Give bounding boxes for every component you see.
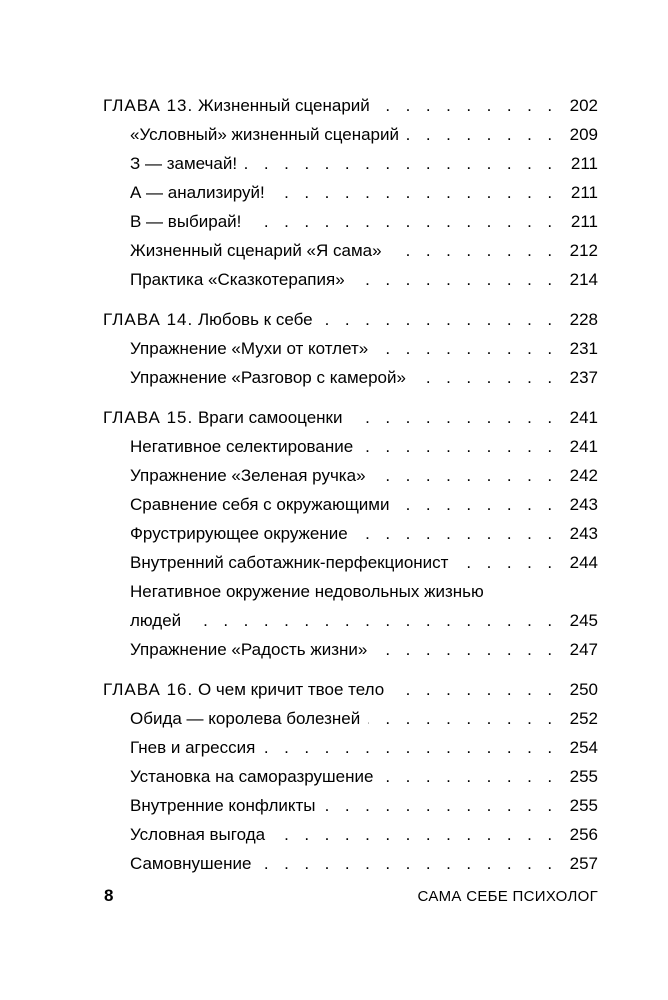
page-number: 255 — [564, 788, 598, 817]
item-title: Сравнение себя с окружающими — [130, 495, 390, 514]
dot-leader — [273, 182, 598, 204]
page-number: 245 — [564, 603, 598, 632]
page-number: 243 — [564, 487, 598, 516]
page-number: 228 — [564, 302, 598, 331]
toc-item — [0, 516, 668, 545]
toc-item — [0, 429, 668, 458]
dot-leader — [356, 523, 598, 545]
toc-item — [0, 788, 668, 817]
chapter-name: Враги самооценки — [197, 408, 343, 427]
item-title: людей — [130, 611, 182, 630]
page-number: 247 — [564, 632, 598, 661]
chapter-label: ГЛАВА 15. — [103, 408, 194, 427]
item-title: «Условный» жизненный сценарий — [130, 125, 400, 144]
item-title: Упражнение «Мухи от котлет» — [130, 339, 369, 358]
toc-item — [0, 233, 668, 262]
page-number: 211 — [565, 204, 598, 233]
item-title-line-1: Негативное окружение недовольных жизнью — [130, 582, 484, 601]
toc-chapter-15 — [0, 400, 668, 429]
chapter-title — [103, 679, 392, 701]
item-title: Жизненный сценарий «Я сама» — [130, 241, 382, 260]
dot-leader — [321, 309, 598, 331]
toc-item — [0, 846, 668, 875]
chapter-name: Любовь к себе — [197, 310, 313, 329]
item-title: Фрустрирующее окружение — [130, 524, 348, 543]
item-title: А — анализируй! — [130, 183, 265, 202]
item-title: Гнев и агрессия — [130, 738, 256, 757]
chapter-label: ГЛАВА 14. — [103, 310, 194, 329]
item-title: Упражнение «Разговор с камерой» — [130, 368, 406, 387]
dot-leader — [249, 211, 598, 233]
item-title: Установка на саморазрушение — [130, 767, 374, 786]
dot-leader — [189, 610, 598, 632]
toc-item — [0, 817, 668, 846]
item-title: Упражнение «Зеленая ручка» — [130, 466, 366, 485]
chapter-title — [103, 95, 378, 117]
toc-item — [0, 262, 668, 291]
toc-item — [0, 603, 668, 632]
chapter-name: О чем кричит твое тело — [197, 680, 385, 699]
page-number: 255 — [564, 759, 598, 788]
chapter-name: Жизненный сценарий — [197, 96, 370, 115]
dot-leader — [353, 269, 598, 291]
dot-leader — [245, 153, 598, 175]
item-title: Обида — королева болезней — [130, 709, 361, 728]
chapter-label: ГЛАВА 13. — [103, 96, 194, 115]
item-title: Внутренний саботажник-перфекционист — [130, 553, 449, 572]
dot-leader — [324, 795, 598, 817]
toc-item — [0, 701, 668, 730]
page-number: 254 — [564, 730, 598, 759]
item-title: Самовнушение — [130, 854, 252, 873]
toc-chapter-14 — [0, 302, 668, 331]
toc-item — [0, 331, 668, 360]
page-number: 202 — [564, 88, 598, 117]
toc-item — [0, 146, 668, 175]
page-number: 252 — [564, 701, 598, 730]
page-number: 237 — [564, 360, 598, 389]
page-number: 209 — [564, 117, 598, 146]
toc-item — [0, 545, 668, 574]
item-title: З — замечай! — [130, 154, 238, 173]
page-number: 243 — [564, 516, 598, 545]
page-number: 212 — [564, 233, 598, 262]
toc-chapter-16 — [0, 672, 668, 701]
item-title: Практика «Сказкотерапия» — [130, 270, 345, 289]
item-title: Упражнение «Радость жизни» — [130, 640, 368, 659]
toc-item — [0, 175, 668, 204]
item-title: Внутренние конфликты — [130, 796, 316, 815]
toc-item — [0, 730, 668, 759]
page-number: 231 — [564, 331, 598, 360]
chapter-label: ГЛАВА 16. — [103, 680, 194, 699]
toc-item — [0, 632, 668, 661]
page-number: 214 — [564, 262, 598, 291]
toc-item — [0, 360, 668, 389]
item-title: В — выбирай! — [130, 212, 242, 231]
toc-item — [0, 487, 668, 516]
item-title: Негативное селектирование — [130, 437, 354, 456]
toc-item — [0, 458, 668, 487]
toc-item — [0, 759, 668, 788]
footer-page-number: 8 — [104, 886, 114, 905]
page-number: 242 — [564, 458, 598, 487]
page-number: 257 — [564, 846, 598, 875]
page-number: 211 — [565, 146, 598, 175]
page-number: 241 — [564, 400, 598, 429]
dot-leader — [361, 436, 598, 458]
page-number: 250 — [564, 672, 598, 701]
running-book-title: САМА СЕБЕ ПСИХОЛОГ — [417, 888, 598, 905]
dot-leader — [259, 853, 598, 875]
chapter-title — [103, 309, 321, 331]
page-number: 241 — [564, 429, 598, 458]
page-number: 244 — [564, 545, 598, 574]
page-number: 211 — [565, 175, 598, 204]
dot-leader — [273, 824, 598, 846]
chapter-title — [103, 407, 351, 429]
item-title: Условная выгода — [130, 825, 266, 844]
dot-leader — [263, 737, 598, 759]
toc-item — [0, 204, 668, 233]
dot-leader — [351, 407, 599, 429]
page-number: 256 — [564, 817, 598, 846]
toc-chapter-13 — [0, 88, 668, 117]
toc-item — [0, 117, 668, 146]
